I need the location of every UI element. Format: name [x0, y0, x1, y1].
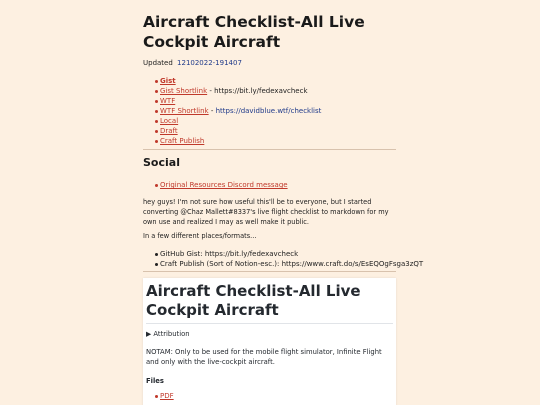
list-item [143, 76, 321, 86]
social-heading: Social [143, 156, 180, 169]
files-heading: Files [146, 377, 164, 385]
list-item [143, 96, 321, 106]
wtf-shortlink-url[interactable]: https://davidblue.wtf/checklist [215, 107, 322, 115]
local-link[interactable]: Local [160, 117, 179, 125]
wtf-link[interactable]: WTF [160, 97, 176, 105]
files-list [143, 391, 174, 401]
updated-label: Updated [143, 59, 173, 67]
list-item: Craft Publish (Sort of Notion-esc.): https://www.craft.do/s/EsEQOgFsga3zQT [143, 259, 423, 269]
list-item [143, 106, 321, 116]
wtf-shortlink-link[interactable]: WTF Shortlink [160, 107, 209, 115]
gist-shortlink-url: https://bit.ly/fedexavcheck [214, 87, 308, 95]
links-list [143, 76, 321, 146]
updated-value: 12102022-191407 [177, 59, 242, 67]
divider [143, 149, 396, 150]
list-item [143, 116, 321, 126]
divider [143, 271, 396, 272]
list-item: GitHub Gist: https://bit.ly/fedexavcheck [143, 249, 423, 259]
list-item [143, 180, 288, 190]
embed-divider [146, 323, 393, 324]
list-item [143, 86, 321, 96]
gist-shortlink-link[interactable]: Gist Shortlink [160, 87, 208, 95]
craft-publish-link[interactable]: Craft Publish [160, 137, 205, 145]
list-item [143, 126, 321, 136]
separator: - [207, 87, 215, 95]
places-list [143, 249, 423, 269]
resources-list [143, 180, 288, 190]
page-title: Aircraft Checklist-All Live Cockpit Aircraft [143, 13, 365, 51]
draft-link[interactable]: Draft [160, 127, 178, 135]
embed-title: Aircraft Checklist-All Live Cockpit Aircraft [146, 282, 361, 319]
discord-message-link[interactable]: Original Resources Discord message [160, 181, 288, 189]
notam-text: NOTAM: Only to be used for the mobile flight simulator, Infinite Flight and only with the live-cockpit aircraft. [146, 348, 382, 366]
social-paragraph-formats: In a few different places/formats... [143, 232, 257, 240]
list-item [143, 136, 321, 146]
list-item [143, 391, 174, 401]
attribution-toggle[interactable]: ▶ Attribution [146, 330, 190, 338]
separator: - [208, 107, 216, 115]
gist-link[interactable]: Gist [160, 77, 176, 85]
updated-line [143, 59, 242, 67]
embedded-gist [143, 278, 396, 405]
social-paragraph: hey guys! I'm not sure how useful this'll be to everyone, but I started converting @Chaz Mallett#8337's live flight checklist to markdown for my own use and realized I may as well make it public. [143, 198, 389, 226]
pdf-link[interactable]: PDF [160, 392, 174, 400]
